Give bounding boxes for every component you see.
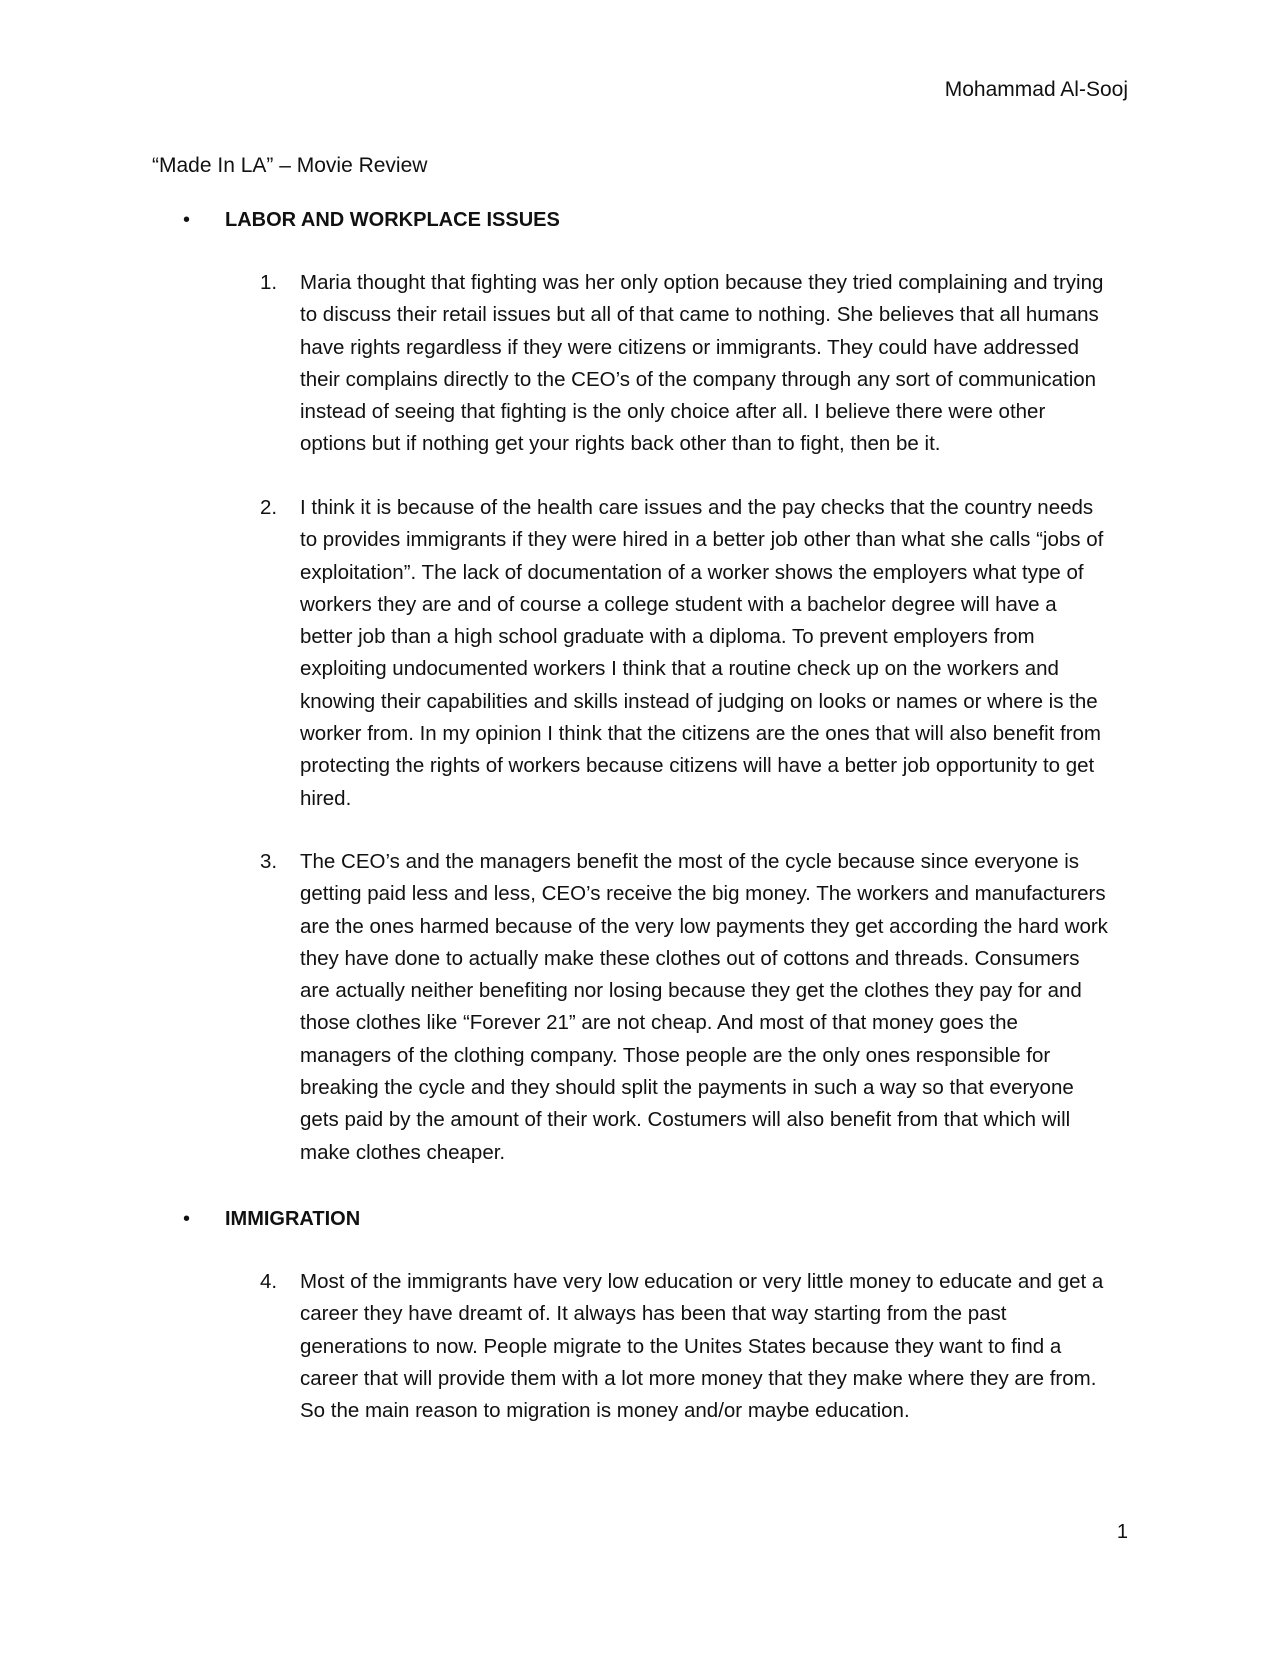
list-item-text: Most of the immigrants have very low education or very little money to educate and get a career they have dreamt of. It always has been that way starting from the past generations to now. People migrate to the Unites States because they want to find a career that will provide them with a lot more money that they make where they are from. So the main reason to migration is money and/or maybe education.: [300, 1270, 1104, 1423]
document-title: “Made In LA” – Movie Review: [152, 154, 428, 177]
list-item-text: I think it is because of the health care issues and the pay checks that the country needs to provides immigrants if they were hired in a better job other than what she calls “jobs of exploitation”. The lack of documentation of a worker shows the employers what type of workers they are and of course a college student with a bachelor degree will have a better job than a high school graduate with a diploma. To prevent employers from exploiting undocumented workers I think that a routine check up on the workers and knowing their capabilities and skills instead of judging on looks or names or where is the worker from. In my opinion I think that the citizens are the ones that will also benefit from protecting the rights of workers because citizens will have a better job opportunity to get hired.: [300, 496, 1104, 810]
page-number: 1: [1116, 1521, 1128, 1543]
bullet-icon: •: [183, 1208, 191, 1230]
list-item-text: The CEO’s and the managers benefit the most of the cycle because since everyone is getting paid less and less, CEO’s receive the big money. The workers and manufacturers are the ones harmed because of the very low payments they get according the hard work they have done to actually make these clothes out of cottons and threads. Consumers are actually neither benefiting nor losing because they get the clothes they pay for and those clothes like “Forever 21” are not cheap. And most of that money goes the managers of the clothing company. Those people are the only ones responsible for breaking the cycle and they should split the payments in such a way so that everyone gets paid by the amount of their work. Costumers will also benefit from that which will make clothes cheaper.: [300, 850, 1108, 1164]
section-heading-text: LABOR AND WORKPLACE ISSUES: [225, 209, 560, 231]
header-author: Mohammad Al-Sooj: [944, 78, 1128, 101]
bullet-icon: •: [183, 209, 191, 231]
list-item-number: 4.: [260, 1270, 278, 1293]
list-item-number: 1.: [260, 271, 278, 294]
list-item-number: 2.: [260, 496, 278, 519]
section-heading-text: IMMIGRATION: [225, 1208, 361, 1230]
list-item-text: Maria thought that fighting was her only option because they tried complaining and trying to discuss their retail issues but all of that came to nothing. She believes that all humans have rights regardless if they were citizens or immigrants. They could have addressed their complains directly to the CEO’s of the company through any sort of communication instead of seeing that fighting is the only choice after all. I believe there were other options but if nothing get your rights back other than to fight, then be it.: [300, 271, 1104, 456]
list-item-number: 3.: [260, 850, 278, 873]
